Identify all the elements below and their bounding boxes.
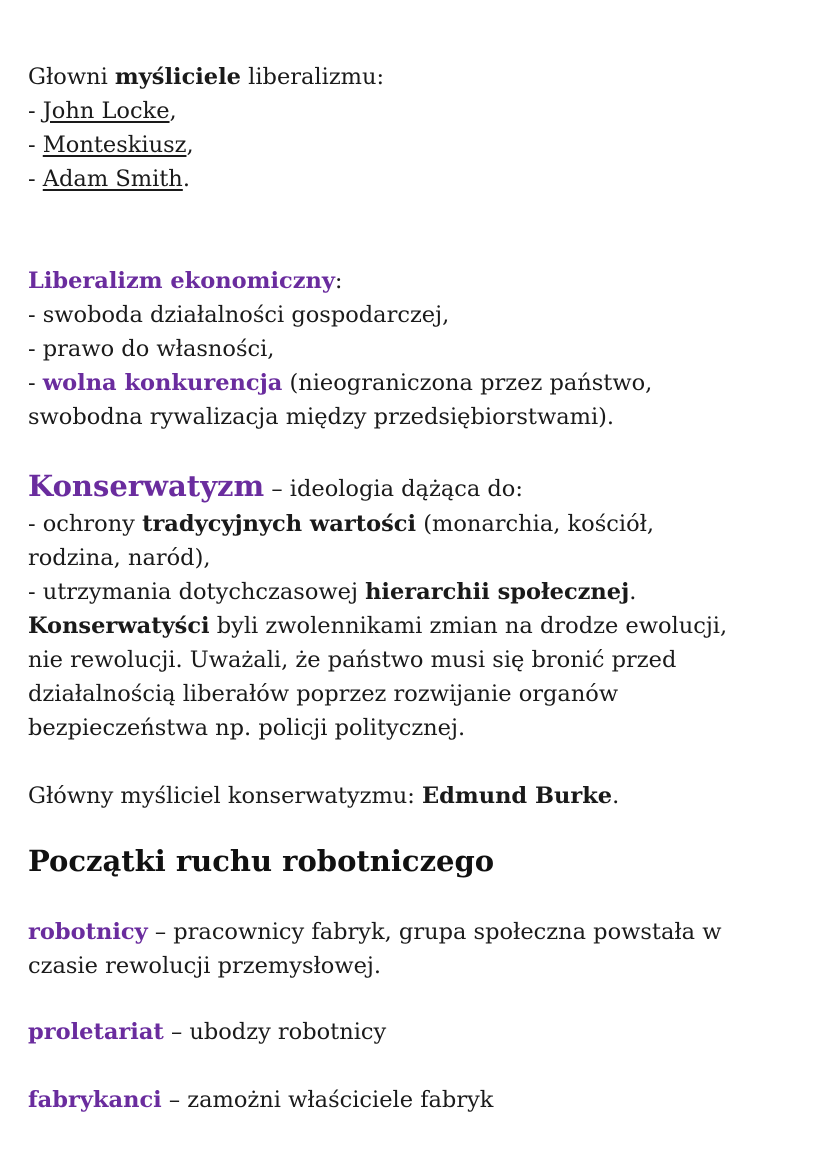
punct: , (169, 98, 177, 124)
dash: - (28, 370, 43, 396)
term-heading: Konserwatyzm (28, 469, 265, 503)
term-heading: Liberalizm ekonomiczny (28, 268, 335, 294)
list-item: - swoboda działalności gospodarczej, (28, 302, 450, 328)
paragraph-line: czasie rewolucji przemysłowej. (28, 953, 382, 979)
bold-term: tradycyjnych wartości (142, 511, 417, 537)
text: Głowni (28, 64, 115, 90)
term: robotnicy (28, 919, 148, 945)
dash: - (28, 132, 43, 158)
definition (28, 1083, 808, 1117)
list-item (28, 128, 808, 162)
liberal-thinkers-heading (28, 60, 808, 94)
conservatism-heading (28, 468, 808, 507)
punct: : (334, 268, 343, 294)
paragraph-line: swobodna rywalizacja między przedsiębiorstwami). (28, 404, 615, 430)
text: – pracownicy fabryk, grupa społeczna powstała w (147, 919, 722, 945)
paragraph-line: nie rewolucji. Uważali, że państwo musi się bronić przed (28, 647, 677, 673)
paragraph-line: rodzina, naród), (28, 545, 211, 571)
paragraph-line: bezpieczeństwa np. policji politycznej. (28, 715, 466, 741)
economic-liberalism-heading (28, 264, 808, 298)
dash: - (28, 166, 43, 192)
thinker-name: Monteskiusz (42, 132, 187, 158)
punct: , (186, 132, 194, 158)
conservative-thinker (28, 779, 808, 813)
list-item: - prawo do własności, (28, 336, 275, 362)
punct: . (629, 579, 637, 605)
punct: . (612, 783, 620, 809)
bold-term: wolna konkurencja (42, 370, 283, 396)
paragraph-line: działalnością liberałów poprzez rozwijanie organów (28, 681, 619, 707)
list-item (28, 366, 808, 400)
text: – ubodzy robotnicy (163, 1019, 387, 1045)
list-item (28, 162, 808, 196)
list-item (28, 575, 808, 609)
bold-term: myśliciele (114, 64, 241, 90)
document-page (28, 60, 808, 1117)
bold-term: Konserwatyści (28, 613, 210, 639)
term: proletariat (28, 1019, 164, 1045)
text: byli zwolennikami zmian na drodze ewolucji, (209, 613, 728, 639)
punct: . (182, 166, 190, 192)
text: - utrzymania dotychczasowej (28, 579, 366, 605)
bold-term: Edmund Burke (422, 783, 613, 809)
dash: - (28, 98, 43, 124)
thinker-name: Adam Smith (42, 166, 183, 192)
text: liberalizmu: (241, 64, 385, 90)
text: - ochrony (28, 511, 143, 537)
text: – zamożni właściciele fabryk (161, 1087, 494, 1113)
paragraph-line (28, 609, 808, 643)
text: (monarchia, kościół, (416, 511, 655, 537)
thinker-name: John Locke (42, 98, 170, 124)
text: Główny myśliciel konserwatyzmu: (28, 783, 423, 809)
definition (28, 1015, 808, 1049)
text: (nieograniczona przez państwo, (282, 370, 653, 396)
text: – ideologia dążąca do: (264, 476, 523, 502)
term: fabrykanci (28, 1087, 162, 1113)
section-heading: Początki ruchu robotniczego (28, 844, 495, 878)
list-item (28, 94, 808, 128)
bold-term: hierarchii społecznej (365, 579, 630, 605)
definition (28, 915, 808, 949)
list-item (28, 507, 808, 541)
